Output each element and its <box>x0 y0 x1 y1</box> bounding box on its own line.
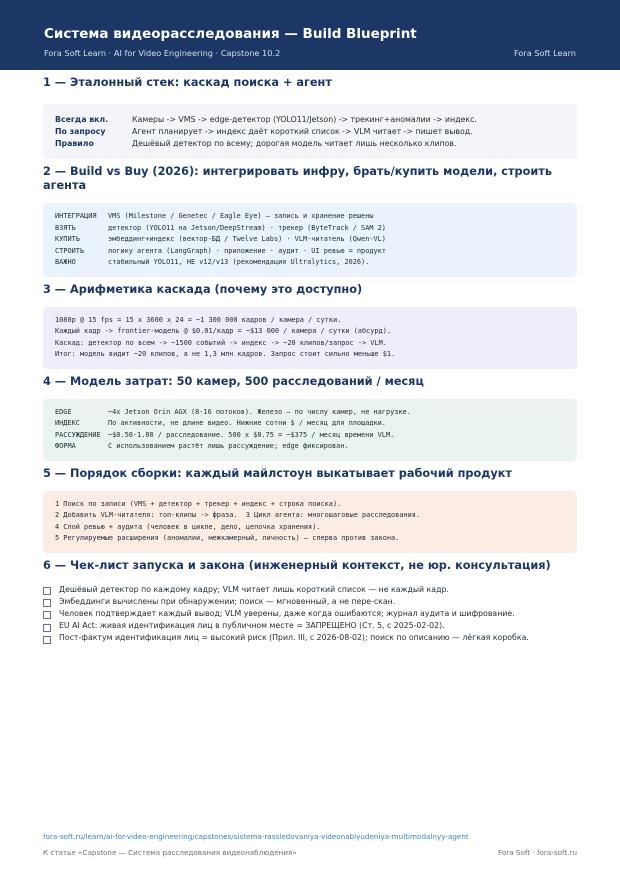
checklist-item <box>43 620 577 632</box>
section-6-title: 6 — Чек-лист запуска и закона (инженерный контекст, не юр. консультация) <box>43 558 551 572</box>
checkbox[interactable] <box>43 599 51 607</box>
cascade-box <box>43 307 577 369</box>
kv-row <box>55 126 565 138</box>
mono-key: КУПИТЬ <box>55 235 80 243</box>
mono-value: По активности, не длине видео. Нижние сотни $ / месяц для площадки. <box>108 419 386 427</box>
mono-key: ИНТЕГРАЦИЯ <box>55 212 97 220</box>
mono-value: ~$0.50-1.00 / расследование. 500 x $0.75 = ~$375 / месяц времени VLM. <box>108 430 395 439</box>
section-5-title: 5 — Порядок сборки: каждый майлстоун выкатывает рабочий продукт <box>43 466 512 480</box>
build-vs-buy-box <box>43 203 577 277</box>
section-2 <box>43 165 577 277</box>
page-footer <box>43 848 577 857</box>
checkbox[interactable] <box>43 587 51 595</box>
checklist-label: Дешёвый детектор по каждому кадру; VLM читает лишь короткий список — не каждый кадр. <box>59 584 449 594</box>
page-title: Система видеорасследования — Build Blueprint <box>44 26 417 42</box>
section-6 <box>43 559 577 645</box>
mono-key: ВЗЯТЬ <box>55 223 76 232</box>
build-order-box <box>43 491 577 553</box>
kv-value: Камеры -> VMS -> edge-детектор (YOLO11/Jetson) -> трекинг+аномалии -> индекс. <box>132 115 477 124</box>
mono-key: ФОРМА <box>55 442 76 450</box>
mono-value: ~4x Jetson Orin AGX (8-16 потоков). Железо — по числу камер, не нагрузке. <box>108 407 411 416</box>
mono-line: 1 Поиск по записи (VMS + детектор + трекер + индекс + строка поиска). <box>55 499 342 508</box>
kv-key: Правило <box>55 139 94 148</box>
mono-value: стабильный YOLO11, НЕ v12/v13 (рекомендация Ultralytics, 2026). <box>108 258 370 266</box>
checklist-label: Эмбеддинги вычислены при обнаружении; поиск — мгновенный, а не пере-скан. <box>59 596 396 606</box>
mono-line: 5 Регулируемые расширения (аномалии, межкамерный, личность) — сперва против закона. <box>55 534 400 542</box>
checklist-item <box>43 584 577 596</box>
mono-key: РАССУЖДЕНИЕ <box>55 430 101 439</box>
mono-value: логику агента (LangGraph) · приложение · аудит · UI ревью = продукт <box>108 246 386 255</box>
mono-value: VMS (Milestone / Genetec / Eagle Eye) — запись и хранение решены <box>108 212 374 220</box>
mono-line: Каждый кадр -> frontier-модель @ $0.01/кадр = ~$13 000 / камера / сутки (абсурд). <box>55 327 392 335</box>
launch-checklist <box>43 584 577 645</box>
checklist-label: Человек подтверждает каждый вывод; VLM уверены, даже когда ошибаются; журнал аудита и шифрование. <box>59 608 515 618</box>
mono-row <box>55 430 565 442</box>
section-5 <box>43 467 577 553</box>
mono-line: 2 Добавить VLM-читателя: топ-клипы -> фраза. 3 Цикл агента: многошаговые расследования. <box>55 511 421 519</box>
mono-row <box>55 441 565 453</box>
checklist-item <box>43 596 577 608</box>
section-3-title: 3 — Арифметика каскада (почему это доступно) <box>43 282 363 296</box>
stack-box <box>43 104 577 159</box>
checkbox[interactable] <box>43 624 51 632</box>
checklist-label: Пост-фактум идентификация лиц = высокий риск (Прил. III, с 2026-08-02); поиск по описанию — лёгкая коробка. <box>59 633 529 643</box>
footer-note: К статье «Capstone — Система расследования видеонаблюдения» <box>43 848 297 857</box>
checkbox[interactable] <box>43 611 51 619</box>
mono-key: ВАЖНО <box>55 258 76 266</box>
kv-row <box>55 138 565 150</box>
mono-row <box>55 223 565 235</box>
article-link[interactable]: fora-soft.ru/learn/ai-for-video-engineering/capstones/sistema-rassledovaniya-videonablyudeniya-multimodalnyy-agent <box>43 832 469 841</box>
content <box>0 76 620 644</box>
section-3 <box>43 283 577 369</box>
section-4-title: 4 — Модель затрат: 50 камер, 500 расследований / месяц <box>43 374 424 388</box>
mono-row <box>55 246 565 258</box>
section-4 <box>43 375 577 461</box>
mono-row <box>55 257 565 269</box>
mono-key: ИНДЕКС <box>55 419 80 427</box>
mono-row <box>55 407 565 419</box>
kv-key: Всегда вкл. <box>55 115 109 124</box>
checkbox[interactable] <box>43 636 51 644</box>
kv-row <box>55 114 565 126</box>
footer-brand: Fora Soft · fora-soft.ru <box>498 848 577 857</box>
mono-key: EDGE <box>55 407 72 416</box>
breadcrumb: Fora Soft Learn · AI for Video Engineering · Capstone 10.2 <box>44 48 281 58</box>
mono-value: эмбеддинг+индекс (вектор-БД / Twelve Labs) · VLM-читатель (Qwen-VL) <box>108 235 386 243</box>
checklist-label: EU AI Act: живая идентификация лиц в публичном месте = ЗАПРЕЩЕНО (Ст. 5, с 2025-02-02). <box>59 621 445 631</box>
mono-row <box>55 211 565 223</box>
mono-row <box>55 418 565 430</box>
header-brand: Fora Soft Learn <box>513 48 576 58</box>
kv-value: Агент планирует -> индекс даёт короткий список -> VLM читает -> пишет вывод. <box>132 127 473 136</box>
mono-row <box>55 234 565 246</box>
mono-key: СТРОИТЬ <box>55 246 85 255</box>
section-1 <box>43 76 577 159</box>
mono-line: 4 Слой ревью + аудита (человек в цикле, дело, цепочка хранения). <box>55 522 321 531</box>
checklist-item <box>43 608 577 620</box>
mono-line: Каскад: детектор по всем -> ~1500 событий -> индекс -> ~20 клипов/запрос -> VLM. <box>55 338 387 347</box>
kv-key: По запросу <box>55 127 106 136</box>
header-subline <box>44 48 576 58</box>
cost-box <box>43 399 577 461</box>
section-2-title: 2 — Build vs Buy (2026): интегрировать инфру, брать/купить модели, строить агента <box>43 165 552 192</box>
section-1-title: 1 — Эталонный стек: каскад поиска + агент <box>43 76 332 89</box>
mono-line: Итог: модель видит ~20 клипов, а не 1,3 млн кадров. Запрос стоит сильно меньше $1. <box>55 350 396 358</box>
page-header <box>0 0 620 70</box>
mono-value: С использованием растёт лишь рассуждение; edge фиксирован. <box>108 442 349 450</box>
checklist-item <box>43 632 577 644</box>
mono-value: детектор (YOLO11 на Jetson/DeepStream) · трекер (ByteTrack / SAM 2) <box>108 223 386 232</box>
kv-value: Дешёвый детектор по всему; дорогая модель читает лишь несколько клипов. <box>132 139 457 148</box>
mono-line: 1080p @ 15 fps = 15 x 3600 x 24 = ~1 300 000 кадров / камера / сутки. <box>55 315 342 324</box>
